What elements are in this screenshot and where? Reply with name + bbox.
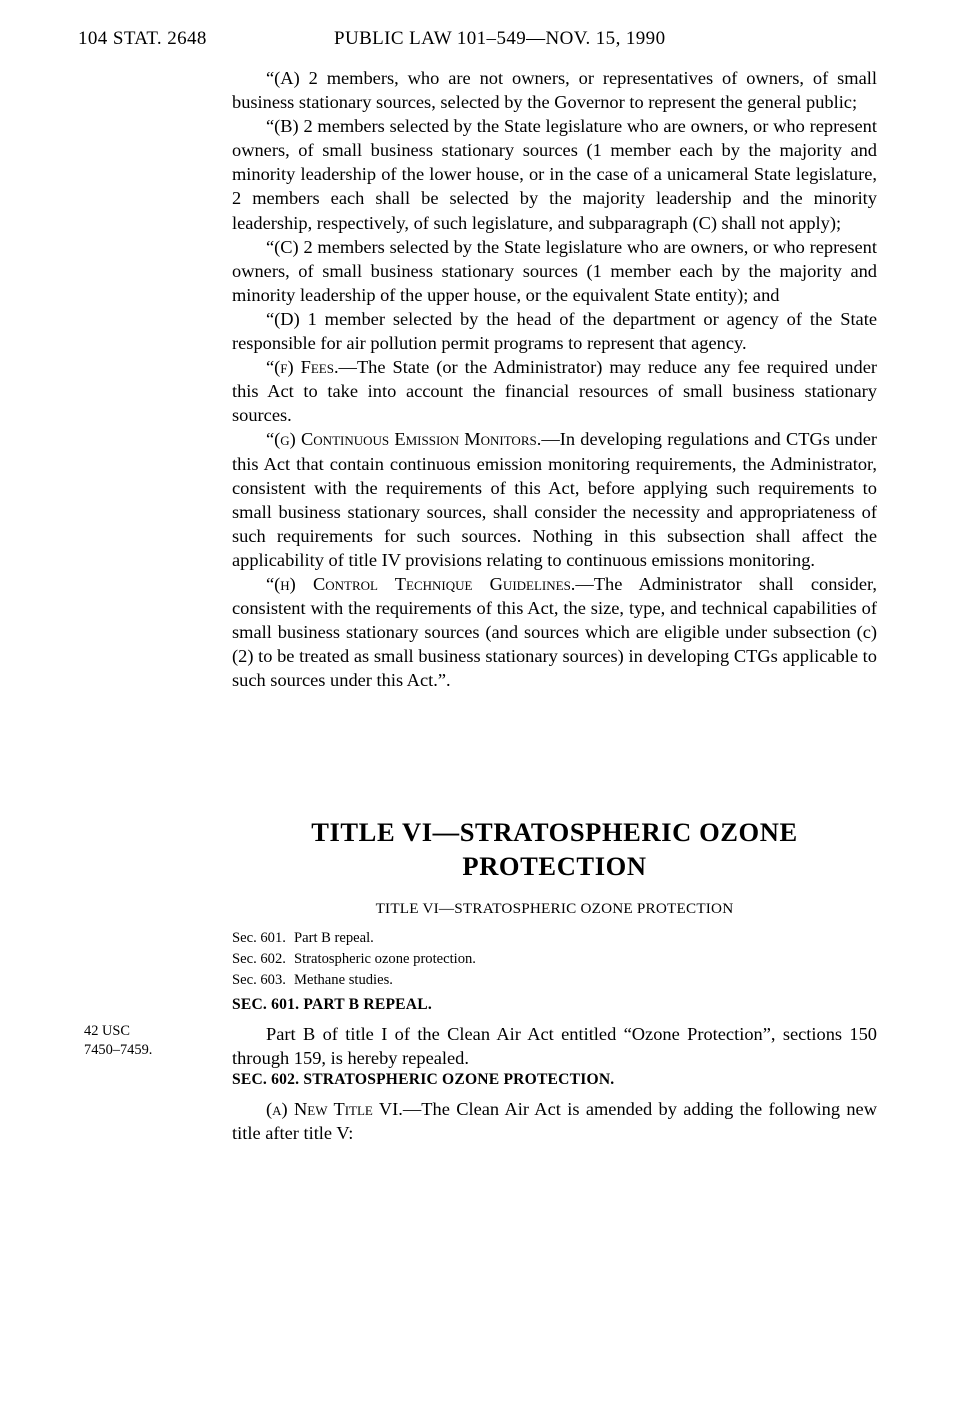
subsection-f-lead: “(f) Fees. [266,357,339,378]
toc-item-label: Stratospheric ozone protection. [294,951,476,967]
paragraph-C: “(C) 2 members selected by the State legislature who are owners, or who represent owners, of small business stationary sources (1 member each by the majority and minority leadership of the upper house, or the equivalent State entity); and [232,236,877,305]
list-item [232,928,877,949]
subsection-f-text: —The State (or the Administrator) may reduce any fee required under this Act to take into account the financial resources of small business stationary sources. [232,357,877,426]
section-601-paragraph: Part B of title I of the Clean Air Act entitled “Ozone Protection”, sections 150 through 159, is hereby repealed. [232,1024,877,1069]
margin-note-usc-citation [84,1022,214,1060]
subsection-h-guidelines [232,572,877,692]
paragraph-A: “(A) 2 members, who are not owners, or representatives of owners, of small business stationary sources, selected by the Governor to represent the general public; [232,68,877,113]
section-602-heading: SEC. 602. STRATOSPHERIC OZONE PROTECTION. [232,1071,615,1088]
subsection-g-monitors [232,427,877,572]
public-law-title: PUBLIC LAW 101–549—NOV. 15, 1990 [334,28,666,49]
toc-item-label: Methane studies. [294,972,393,988]
section-602-paragraph-lead: (a) New Title VI. [266,1099,403,1119]
list-item [232,949,877,970]
subsection-h-text: —The Administrator shall consider, consistent with the requirements of this Act, the size, type, and technical capabilities of small business stationary sources (and sources which are eligible under subsection (c)(2) to be treated as small business stationary sources) in developing CTGs applicable to such sources under this Act.”. [232,573,877,691]
list-item [232,970,877,991]
page-statute-number: 104 STAT. 2648 [78,28,207,49]
margin-note-line-2: 7450–7459. [84,1042,153,1058]
section-602-paragraph [232,1097,877,1145]
subsection-g-text: —In developing regulations and CTGs under this Act that contain continuous emission monitoring requirements, the Administrator, consistent with the requirements of this Act, before applying such requirements to small business stationary sources, shall consider the necessity and appropriateness of such requirements for such sources. Nothing in this subsection shall affect the applicability of title IV provisions relating to continuous emissions monitoring. [232,429,877,570]
title-six-heading-line-1: TITLE VI—STRATOSPHERIC OZONE [311,817,798,847]
toc-item-number: Sec. 601. [232,930,286,946]
subsection-g-lead: “(g) Continuous Emission Monitors. [266,429,542,450]
subsection-h-lead: “(h) Control Technique Guidelines. [266,573,576,594]
toc-item-number: Sec. 603. [232,972,286,988]
paragraph-B: “(B) 2 members selected by the State legislature who are owners, or who represent owners, of small business stationary sources (1 member each by the majority and minority leadership of the lower house, or in the case of a unicameral State legislature, 2 members each shall be selected by the majority leadership and the minority leadership, respectively, of such legislature, and subparagraph (C) shall not apply); [232,116,877,233]
margin-note-line-1: 42 USC [84,1023,130,1039]
main-text-column [232,66,877,692]
title-six-heading [232,815,877,883]
paragraph-D: “(D) 1 member selected by the head of the department or agency of the State responsible for air pollution permit programs to represent that agency. [232,308,877,354]
subsection-f-fees [232,355,877,427]
section-602-paragraph-text: —The Clean Air Act is amended by adding the following new title after title V: [232,1099,877,1144]
section-601-heading: SEC. 601. PART B REPEAL. [232,996,432,1013]
title-six-heading-line-2: PROTECTION [462,851,647,881]
toc-list [232,928,877,991]
toc-heading: TITLE VI—STRATOSPHERIC OZONE PROTECTION [375,900,734,917]
toc-item-number: Sec. 602. [232,951,286,967]
toc-item-label: Part B repeal. [294,930,374,946]
